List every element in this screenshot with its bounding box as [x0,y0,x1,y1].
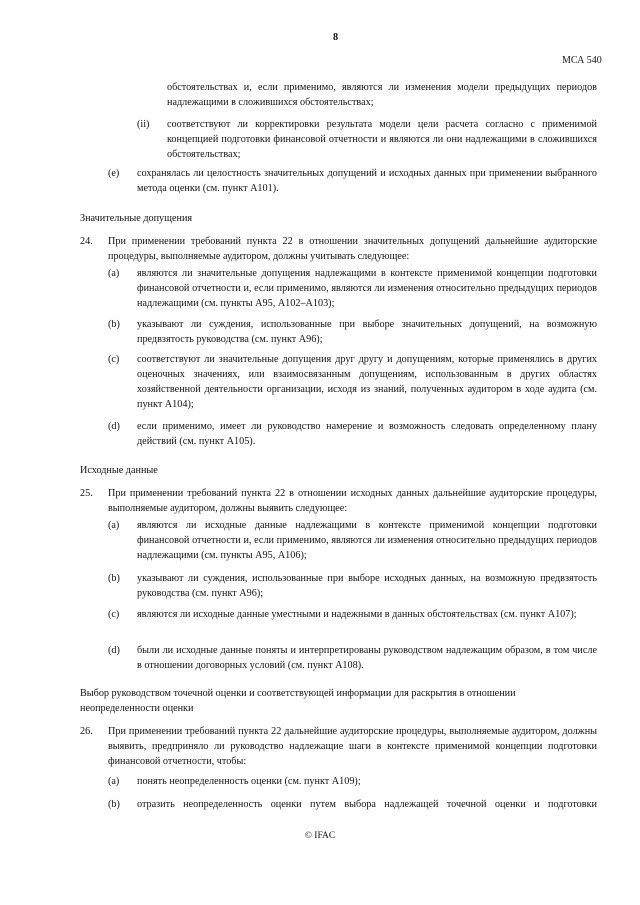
p25-item-b-label: (b) [108,573,120,584]
p25-item-a-text: являются ли исходные данные надлежащими в контексте применимой концепции подготовки финансовой отчетности и, если применимо, являются ли изменения относительно предыдущих периодов надлежащими (см. пункты А95, А106); [137,520,597,561]
page-number: 8 [333,32,339,43]
p24-item-a-text: являются ли значительные допущения надлежащими в контексте применимой концепции подготовки финансовой отчетности и, если применимо, являются ли изменения относительно предыдущих периодов надлежащими (см. пункты А95, А102–А103); [137,268,597,309]
p26-item-a-text: понять неопределенность оценки (см. пункт А109); [137,776,361,787]
p25-item-c-label: (c) [108,609,120,620]
p24-item-c-text: соответствуют ли значительные допущения друг другу и допущениям, которые применялись в других оценочных значениях, или взаимосвязанным допущениям, использованным в других областях хозяйственной деятельности организации, исходя из знаний, полученных аудитором в ходе аудита (см. пункт А104); [137,354,597,410]
p26-item-b-label: (b) [108,799,120,810]
p26-item-b-text: отразить неопределенность оценки путем выбора надлежащей точечной оценки и подготовки [137,799,597,810]
p25-item-c-text: являются ли исходные данные уместными и надежными в данных обстоятельствах (см. пункт А107); [137,609,577,620]
paragraph-24-intro: При применении требований пункта 22 в отношении значительных допущений дальнейшие аудиторские процедуры, выполняемые аудитором, должны учитывать следующее: [108,236,597,262]
p24-item-d-text: если применимо, имеет ли руководство намерение и возможность следовать определенному плану действий (см. пункт А105). [137,421,597,447]
paragraph-26-number: 26. [80,726,93,737]
p24-item-c-label: (c) [108,354,120,365]
p24-item-b-label: (b) [108,319,120,330]
p25-item-b-text: указывают ли суждения, использованные при выборе исходных данных, на возможную предвзятость руководства (см. пункт А96); [137,573,597,599]
p24-item-a-label: (a) [108,268,120,279]
paragraph-25-number: 25. [80,488,93,499]
section-heading-point-estimate: Выбор руководством точечной оценки и соответствующей информации для раскрытия в отношении неопределенности оценки [80,688,516,714]
paragraph-25-intro: При применении требований пункта 22 в отношении исходных данных дальнейшие аудиторские процедуры, выполняемые аудитором, должны выявить следующее: [108,488,597,514]
item-ii-label: (ii) [137,119,150,130]
paragraph-26-intro: При применении требований пункта 22 дальнейшие аудиторские процедуры, выполняемые аудитором, должны выявить, предприняло ли руководство надлежащие шаги в контексте применимой концепции подготовки финансовой отчетности, чтобы: [108,726,597,767]
continuation-paragraph: обстоятельствах и, если применимо, являются ли изменения модели предыдущих периодов надлежащими в сложившихся обстоятельствах; [167,82,597,108]
item-ii-text: соответствуют ли корректировки результата модели цели расчета согласно с применимой концепцией подготовки финансовой отчетности и являются ли они надлежащими в сложившихся обстоятельствах; [167,119,597,160]
p24-item-b-text: указывают ли суждения, использованные при выборе значительных допущений, на возможную предвзятость руководства (см. пункт А96); [137,319,597,345]
p25-item-d-label: (d) [108,645,120,656]
paragraph-24-number: 24. [80,236,93,247]
p25-item-d-text: были ли исходные данные поняты и интерпретированы руководством надлежащим образом, в том числе в отношении договорных условий (см. пункт А108). [137,645,597,671]
p26-item-a-label: (a) [108,776,120,787]
p24-item-d-label: (d) [108,421,120,432]
item-e-text: сохранялась ли целостность значительных допущений и исходных данных при применении выбранного метода оценки (см. пункт А101). [137,168,597,194]
item-e-label: (e) [108,168,120,179]
page-footer-copyright: © IFAC [304,831,336,841]
section-heading-assumptions: Значительные допущения [80,213,193,224]
document-code: МСА 540 [562,55,602,66]
p25-item-a-label: (a) [108,520,120,531]
section-heading-source-data: Исходные данные [80,465,158,476]
